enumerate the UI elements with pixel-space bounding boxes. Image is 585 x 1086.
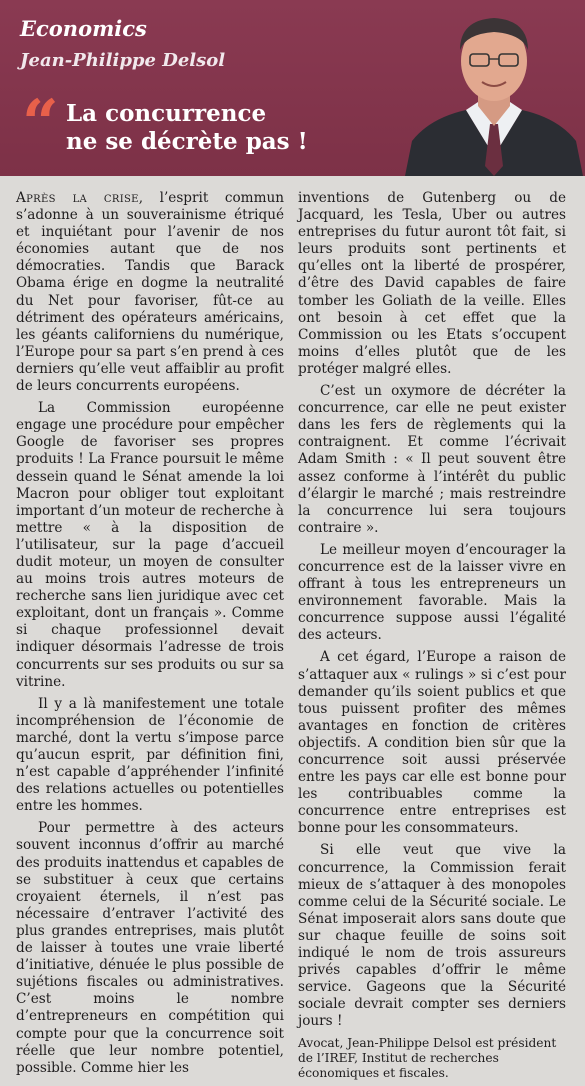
paragraph: Si elle veut que vive la concurrence, la Commission ferait mieux de s’attaquer à des monopoles comme celui de la Sécurité sociale. Le Sénat imposerait alors sans doute que sur chaque feuille de soins soit indiqué le nom de trois assureurs privés capables d’offrir le même service. Gageons que la Sécurité sociale devrait compter ses derniers jours ! [298, 842, 566, 1030]
author-portrait-icon [400, 6, 585, 176]
paragraph: Pour permettre à des acteurs souvent inconnus d’offrir au marché des produits inattendus et capables de se substituer à ceux que certains croyaient éternels, il n’est pas nécessaire d’entraver l’activité des plus grandes entreprises, mais plutôt de laisser à toutes une vraie liberté d’initiative, dénuée le plus possible de sujétions fiscales ou administratives. C’est moins le nombre d’entrepreneurs en compétition qui compte pour que la concurrence soit réelle que leur nombre potentiel, possible. Comme hier les [16, 820, 284, 1076]
paragraph: Le meilleur moyen d’encourager la concurrence est de la laisser vivre en offrant à tous les entrepreneurs un environnement favorable. Mais la concurrence suppose aussi l’égalité des acteurs. [298, 541, 566, 644]
lead-in: Après la crise [16, 190, 139, 206]
headline-line-1: La concurrence [66, 100, 267, 127]
paragraph [16, 190, 284, 395]
quote-mark-icon: “ [22, 86, 59, 161]
section-rubric: Economics [20, 16, 147, 41]
article-column-right [298, 190, 566, 1086]
paragraph: Il y a là manifestement une totale incompréhension de l’économie de marché, dont la vertu s’impose parce qu’aucun esprit, par définition fini, n’est capable d’appréhender l’infinité des relations actuelles ou potentielles entre les hommes. [16, 695, 284, 815]
paragraph: A cet égard, l’Europe a raison de s’attaquer aux « rulings » si c’est pour demander qu’ils soient publics et que tous puissent profiter des mêmes avantages en fonction de critères objectifs. A condition bien sûr que la concurrence soit aussi préservée entre les pays car elle est bonne pour les contribuables comme la concurrence entre entreprises est bonne pour les consommateurs. [298, 649, 566, 837]
paragraph: La Commission européenne engage une procédure pour empêcher Google de favoriser ses propres produits ! La France poursuit le même dessein quand le Sénat amende la loi Macron pour obliger tout exploitant important d’un moteur de recherche à mettre « à la disposition de l’utilisateur, sur la page d’accueil dudit moteur, un moyen de consulter au moins trois autres moteurs de recherche sans lien juridique avec cet exploitant, dont un français ». Comme si chaque professionnel devait indiquer désormais l’adresse de trois concurrents sur ses produits ou sur sa vitrine. [16, 400, 284, 690]
author-name: Jean-Philippe Delsol [20, 50, 226, 71]
author-bio: Avocat, Jean-Philippe Delsol est président de l’IREF, Institut de recherches économiques et fiscales. [298, 1035, 557, 1080]
paragraph: C’est un oxymore de décréter la concurrence, car elle ne peut exister dans les fers de règlements qui la contraignent. Et comme l’écrivait Adam Smith : « Il peut souvent être assez conforme à l’intérêt du public d’élargir le marché ; mais restreindre la concurrence lui sera toujours contraire ». [298, 383, 566, 536]
header-band [0, 0, 585, 176]
paragraph-text: , l’esprit commun s’adonne à un souverainisme étriqué et inquiétant pour l’avenir de nos économies autant que de nos démocraties. Tandis que Barack Obama érige en dogme la neutralité du Net pour favoriser, fût-ce au détriment des opérateurs américains, les géants californiens du numérique, l’Europe pour sa part s’en prend à ces derniers qu’elle veut affaiblir au profit de leurs concurrents européens. [16, 190, 284, 395]
headline-line-2: ne se décrète pas ! [66, 128, 308, 155]
article-column-left [16, 190, 284, 1082]
headline [66, 100, 386, 156]
paragraph: inventions de Gutenberg ou de Jacquard, les Tesla, Uber ou autres entreprises du futur auront tôt fait, si leurs produits sont pertinents et qu’elles ont la liberté de prospérer, d’être des David capables de faire tomber les Goliath de la veille. Elles ont besoin à cet effet que la Commission ou les Etats s’occupent moins d’elles plutôt que de les protéger malgré elles. [298, 190, 566, 377]
